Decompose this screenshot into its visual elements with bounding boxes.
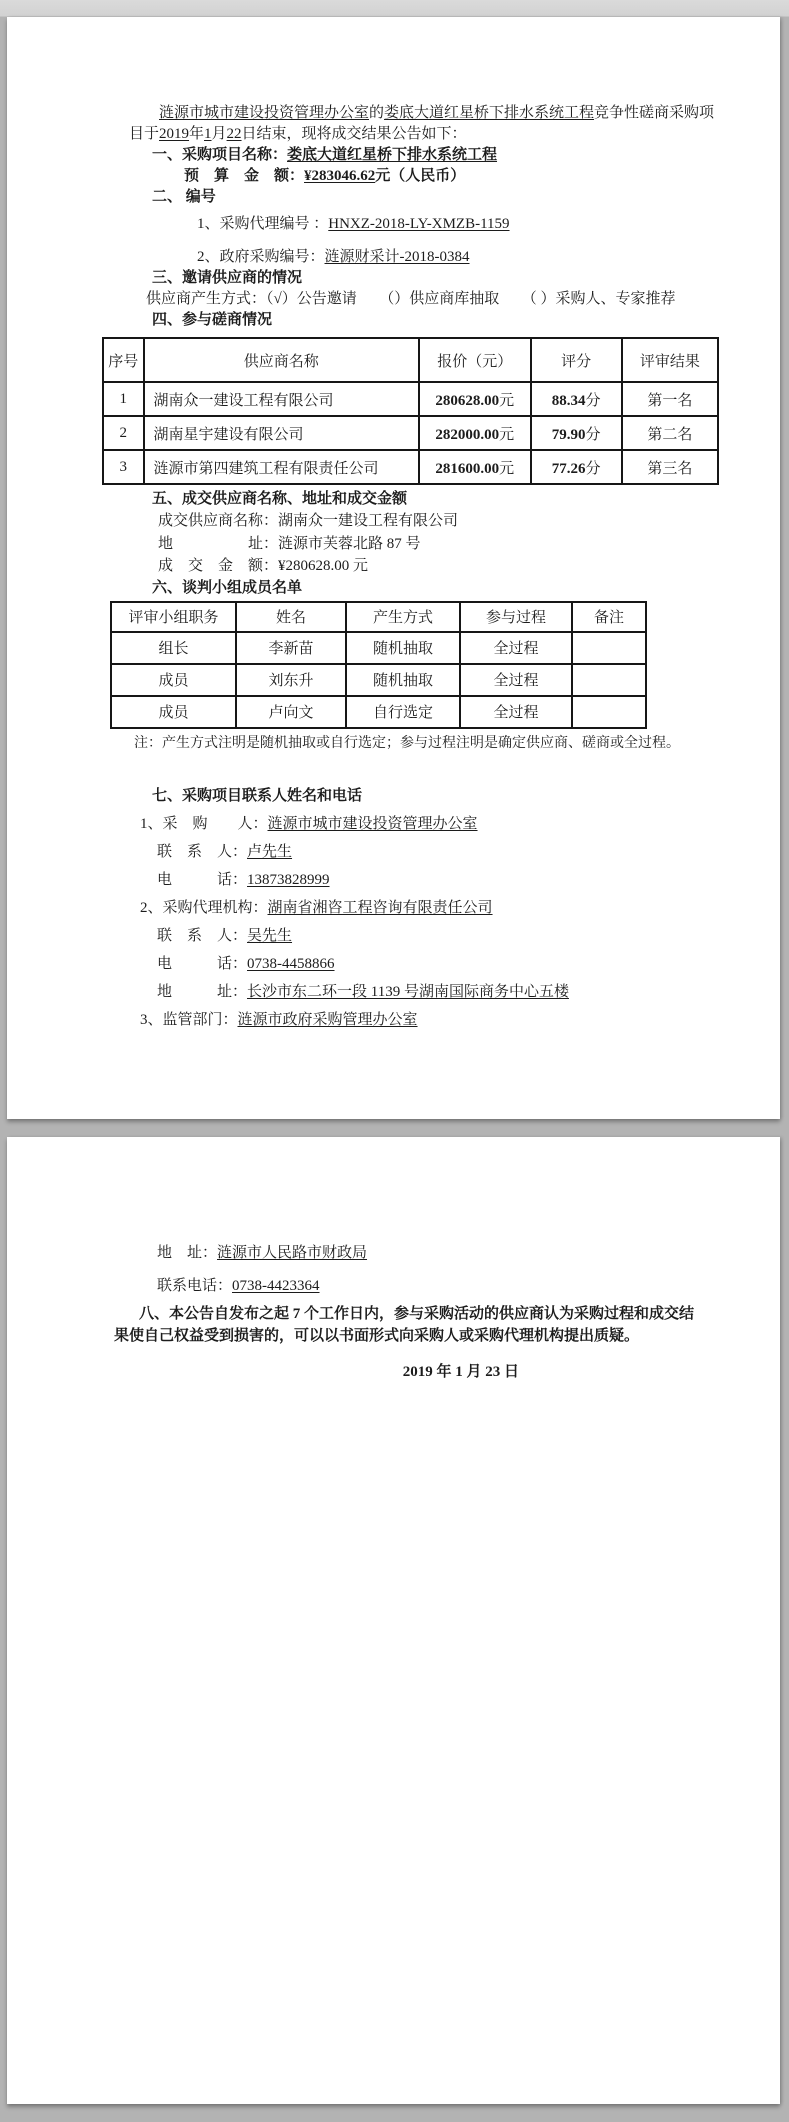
announcement-date: 2019 年 1 月 23 日 xyxy=(402,1364,519,1380)
purchaser-name: 涟源市城市建设投资管理办公室 xyxy=(159,105,370,121)
section-4-heading: 四、参与磋商情况 xyxy=(152,312,273,328)
page-1 xyxy=(7,17,780,1119)
table-row: 3 涟源市第四建筑工程有限责任公司 281600.00元 77.26分 第三名 xyxy=(103,450,718,484)
table-row: 2 湖南星宇建设有限公司 282000.00元 79.90分 第二名 xyxy=(103,416,718,450)
section-3-heading: 三、邀请供应商的情况 xyxy=(152,270,303,286)
supervisor-name: 涟源市政府采购管理办公室 xyxy=(237,1011,418,1028)
supplier-source-line: 供应商产生方式：（√）公告邀请 （）供应商库抽取 （ ）采购人、专家推荐 xyxy=(146,291,676,307)
table-row: 成员 卢向文 自行选定 全过程 xyxy=(111,696,646,728)
agency-addr-line: 地 址：长沙市东二环一段 1139 号湖南国际商务中心五楼 xyxy=(157,983,569,1000)
finance-phone-line: 联系电话：0738-4423364 xyxy=(157,1278,320,1294)
section-7-heading: 七、采购项目联系人姓名和电话 xyxy=(152,787,363,804)
budget-line xyxy=(184,166,722,187)
col-method: 产生方式 xyxy=(346,602,460,632)
winner-addr-line: 地 址：涟源市芙蓉北路 87 号 xyxy=(158,535,421,552)
page-gap xyxy=(7,1119,780,1137)
suppliers-header-row xyxy=(103,338,718,382)
agency-phone-line: 电 话：0738-4458866 xyxy=(157,955,335,972)
end-month: 1 xyxy=(204,126,212,142)
agency-phone: 0738-4458866 xyxy=(247,955,335,972)
buyer-line: 1、采 购 人：涟源市城市建设投资管理办公室 xyxy=(140,815,478,832)
section-1-label: 一、采购项目名称： xyxy=(152,147,288,163)
agency-name: 湖南省湘咨工程咨询有限责任公司 xyxy=(267,899,493,916)
gov-code-line: 2、政府采购编号：涟源财采计-2018-0384 xyxy=(197,249,470,265)
budget-amount: ¥283046.62 xyxy=(304,168,376,184)
panel-note: 注：产生方式注明是随机抽取或自行选定；参与过程注明是确定供应商、磋商或全过程。 xyxy=(134,735,680,751)
end-year: 2019 xyxy=(159,126,190,142)
buyer-contact: 卢先生 xyxy=(247,843,293,860)
gov-code: 涟源财采计-2018-0384 xyxy=(324,249,470,265)
finance-addr-line: 地 址：涟源市人民路市财政局 xyxy=(157,1245,368,1261)
finance-addr: 涟源市人民路市财政局 xyxy=(217,1245,368,1261)
finance-phone: 0738-4423364 xyxy=(232,1278,320,1294)
end-day: 22 xyxy=(226,126,242,142)
col-process: 参与过程 xyxy=(460,602,572,632)
winner-amount: ¥280628.00 元 xyxy=(278,558,369,574)
suppliers-table xyxy=(102,337,719,485)
col-supplier-name: 供应商名称 xyxy=(144,338,420,382)
winner-amount-line: 成 交 金 额：¥280628.00 元 xyxy=(158,558,369,574)
agency-line: 2、采购代理机构：湖南省湘咨工程咨询有限责任公司 xyxy=(140,899,493,916)
supervisor-line: 3、监管部门：涟源市政府采购管理办公室 xyxy=(140,1011,418,1028)
col-name: 姓名 xyxy=(236,602,346,632)
project-name: 娄底大道红星桥下排水系统工程 xyxy=(384,105,595,121)
budget-suffix: 元（人民币） xyxy=(375,168,466,184)
table-row: 成员 刘东升 随机抽取 全过程 xyxy=(111,664,646,696)
table-row: 1 湖南众一建设工程有限公司 280628.00元 88.34分 第一名 xyxy=(103,382,718,416)
panel-table xyxy=(110,601,647,729)
section-8-paragraph: 八、本公告自发布之起 7 个工作日内，参与采购活动的供应商认为采购过程和成交结果使自己权益受到损害的，可以以书面形式向采购人或采购代理机构提出质疑。 xyxy=(114,1306,695,1344)
agency-code-line: 1、采购代理编号 ：HNXZ-2018-LY-XMZB-1159 xyxy=(197,216,510,232)
buyer-phone: 13873828999 xyxy=(247,871,330,888)
winner-addr: 涟源市芙蓉北路 87 号 xyxy=(278,535,421,552)
table-row: 组长 李新苗 随机抽取 全过程 xyxy=(111,632,646,664)
section-5-heading: 五、成交供应商名称、地址和成交金额 xyxy=(152,491,408,507)
col-score: 评分 xyxy=(531,338,622,382)
buyer-phone-line: 电 话：13873828999 xyxy=(157,871,330,888)
col-seq: 序号 xyxy=(103,338,144,382)
winner-name-line: 成交供应商名称：湖南众一建设工程有限公司 xyxy=(158,513,459,529)
section-1-line xyxy=(152,145,722,166)
buyer-name: 涟源市城市建设投资管理办公室 xyxy=(267,815,478,832)
col-result: 评审结果 xyxy=(622,338,718,382)
buyer-contact-line: 联 系 人：卢先生 xyxy=(157,843,293,860)
section-6-heading: 六、谈判小组成员名单 xyxy=(152,579,303,596)
winner-name: 湖南众一建设工程有限公司 xyxy=(278,513,459,529)
agency-contact: 吴先生 xyxy=(247,927,293,944)
budget-label: 预 算 金 额： xyxy=(184,168,305,184)
agency-code: HNXZ-2018-LY-XMZB-1159 xyxy=(328,216,510,232)
col-role: 评审小组职务 xyxy=(111,602,236,632)
agency-addr: 长沙市东二环一段 1139 号湖南国际商务中心五楼 xyxy=(247,983,569,1000)
col-price: 报价（元） xyxy=(419,338,530,382)
col-remark: 备注 xyxy=(572,602,646,632)
panel-header-row xyxy=(111,602,646,632)
section-1-project-name: 娄底大道红星桥下排水系统工程 xyxy=(287,147,498,163)
section-2-heading: 二、 编号 xyxy=(152,189,216,205)
intro-paragraph: 涟源市城市建设投资管理办公室的娄底大道红星桥下排水系统工程竞争性磋商采购项目于2019年1月22日结束，现将成交结果公告如下： xyxy=(129,105,715,142)
page-2 xyxy=(7,1137,780,2104)
agency-contact-line: 联 系 人：吴先生 xyxy=(157,927,293,944)
